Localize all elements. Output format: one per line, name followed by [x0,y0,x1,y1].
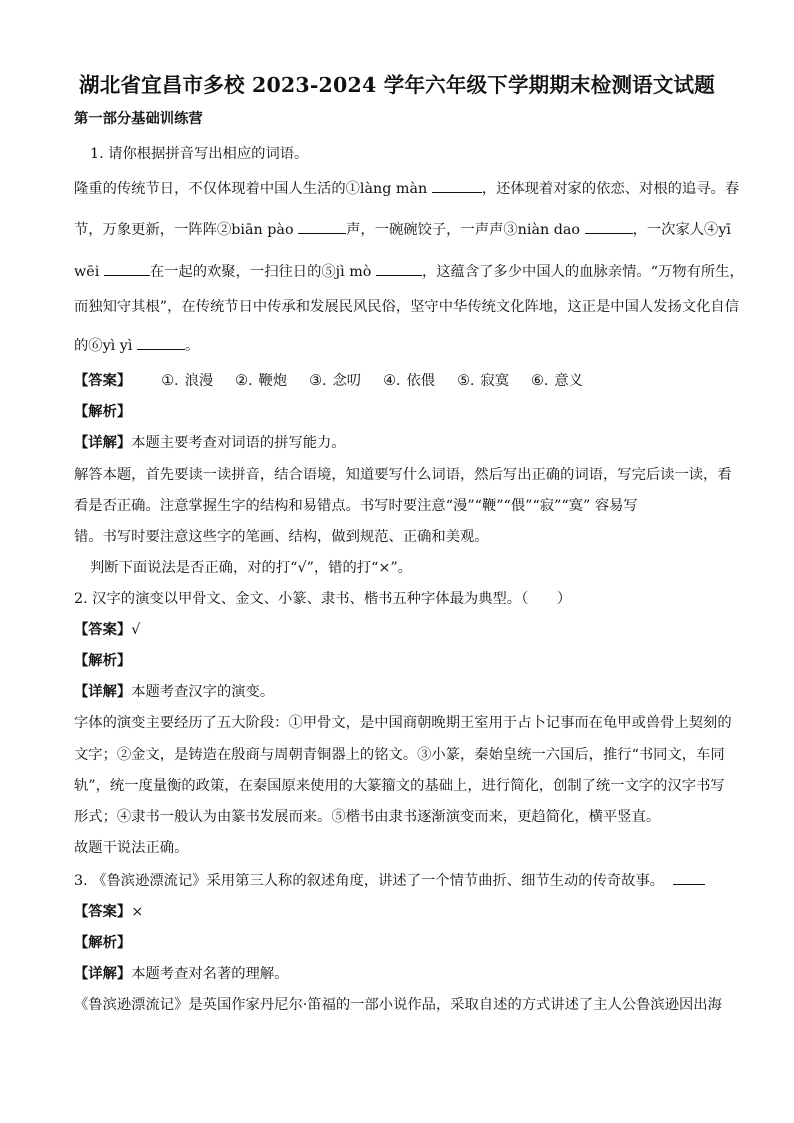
q2-explanation-line-4: 形式；④隶书一般认为由篆书发展而来。⑤楷书由隶书逐渐演变而来，更趋简化，横平竖直。 [74,809,661,825]
q1-explanation-line-1: 解答本题，首先要读一读拼音，结合语境，知道要写什么词语，然后写出正确的词语，写完后读一读，看 [74,467,732,483]
q1-prompt: 1. 请你根据拼音写出相应的词语。 [90,146,309,162]
q1-answer-item [457,370,509,390]
section-heading: 第一部分基础训练营 [74,111,203,127]
q1-answer-number: ④. [383,373,401,389]
q1-answer-list [161,373,605,389]
q1-answer-row [74,370,605,390]
q2-explanation-line-1: 字体的演变主要经历了五大阶段：①甲骨文，是中国商朝晚期王室用于占卜记事而在龟甲或兽骨上契刻的 [74,715,732,731]
q1-explanation-line-3: 错。书写时要注意这些字的笔画、结构，做到规范、正确和美观。 [74,529,489,545]
q2-prompt: 2. 汉字的演变以甲骨文、金文、小篆、隶书、楷书五种字体最为典型。（ ） [74,591,572,607]
q1-answer-item [235,370,287,390]
q1-answer-item [309,370,361,390]
q3-prompt: 3. 《鲁滨逊漂流记》采用第三人称的叙述角度，讲述了一个情节曲折、细节生动的传奇故事。 [74,870,705,890]
q1-answer-item [531,370,583,390]
q1-explanation-line-2: 看是否正确。注意掌握生字的结构和易错点。书写时要注意“漫”“鞭”“偎”“寂”“寞” 容易写 [74,498,638,514]
judge-instruction: 判断下面说法是否正确，对的打“√”，错的打“×”。 [90,560,412,576]
blank-5 [376,274,422,276]
q1-detail: 【详解】本题主要考查对词语的拼写能力。 [74,435,346,451]
q1-answer-word: 依偎 [406,373,436,389]
q1-answer-word: 浪漫 [184,373,214,389]
blank-1 [432,191,482,193]
blank-6 [137,348,185,350]
q1-answer-number: ⑥. [531,373,549,389]
q1-answer-word: 意义 [554,373,583,389]
q1-analysis-label: 【解析】 [74,404,132,420]
q1-answer-number: ①. [161,373,179,389]
q1-passage-line-3: wēi 在一起的欢聚，一扫往日的⑤jì mò ，这蕴含了多少中国人的血脉亲情。“万物有所生， [74,264,744,280]
q1-passage-line-5: 的⑥yì yì 。 [74,338,200,354]
q1-answer-number: ②. [235,373,253,389]
answer-label: 【答案】 [74,622,132,638]
q2-analysis-label: 【解析】 [74,653,132,669]
q3-answer: × [131,904,144,920]
q1-answer-number: ③. [309,373,327,389]
q3-explanation-line-1: 《鲁滨逊漂流记》是英国作家丹尼尔·笛福的一部小说作品，采取自述的方式讲述了主人公鲁滨逊因出海 [74,997,722,1013]
q3-analysis-label: 【解析】 [74,935,132,951]
blank-4 [104,274,150,276]
q2-explanation-line-2: 文字；②金文，是铸造在殷商与周朝青铜器上的铭文。③小篆，秦始皇统一六国后，推行“书同文，车同 [74,747,725,763]
blank-3 [585,232,633,234]
q1-passage-line-2: 节，万象更新，一阵阵②biān pào 声，一碗碗饺子，一声声③niàn dao ，一次家人④yī [74,222,731,238]
q2-explanation-line-3: 轨”，统一度量衡的政策，在秦国原来使用的大篆籀文的基础上，进行简化，创制了统一文字的汉字书写 [74,778,725,794]
q1-answer-item [383,370,435,390]
q3-detail: 【详解】本题考查对名著的理解。 [74,966,289,982]
q1-answer-word: 念叨 [332,373,362,389]
q1-answer-item [161,370,213,390]
q2-detail: 【详解】本题考查汉字的演变。 [74,684,275,700]
q3-answer-row [74,901,143,921]
q1-answer-number: ⑤. [457,373,475,389]
q1-passage-line-1: 隆重的传统节日，不仅体现着中国人生活的①làng màn ，还体现着对家的依恋、对根的追寻。春 [74,181,740,197]
q1-answer-word: 寂寞 [480,373,510,389]
page-title: 湖北省宜昌市多校 2023-2024 学年六年级下学期期末检测语文试题 [79,73,715,97]
q2-answer: √ [131,622,141,638]
answer-label: 【答案】 [74,373,132,389]
q1-passage-line-4: 而独知守其根”，在传统节日中传承和发展民风民俗，坚守中华传统文化阵地，这正是中国人发扬文化自信 [74,299,739,315]
blank-q3 [673,883,705,885]
q2-explanation-line-5: 故题干说法正确。 [74,840,189,856]
q2-answer-row [74,619,140,639]
q1-answer-word: 鞭炮 [258,373,288,389]
blank-2 [298,232,346,234]
answer-label: 【答案】 [74,904,132,920]
